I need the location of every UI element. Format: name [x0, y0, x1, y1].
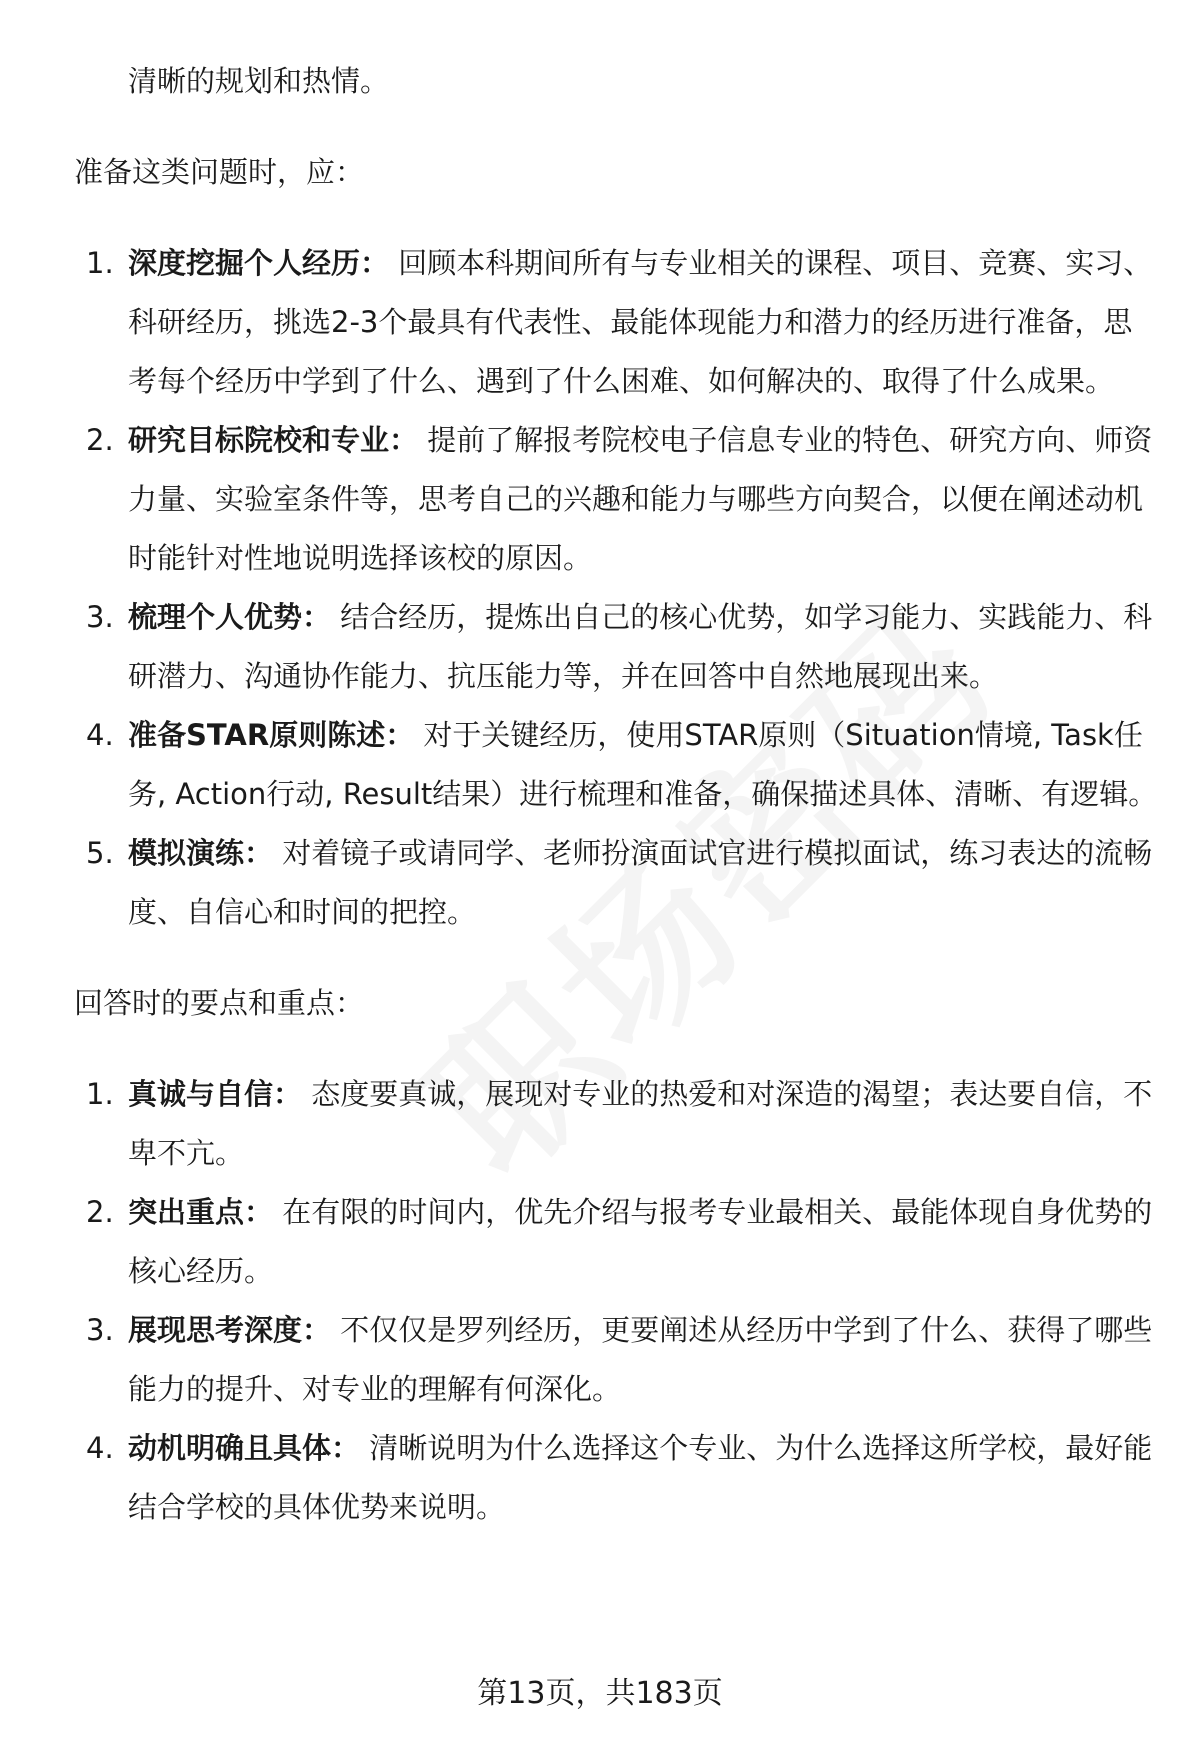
- list-item: [74, 824, 1160, 942]
- item-lead: 深度挖掘个人经历：: [128, 246, 390, 280]
- prep-list: [74, 234, 1160, 942]
- list-number: 3.: [86, 600, 114, 634]
- answer-list: [74, 1065, 1160, 1537]
- list-number: 2.: [86, 1195, 114, 1229]
- item-lead: 准备STAR原则陈述：: [128, 718, 415, 752]
- item-text: 态度要真诚，展现对专业的热爱和对深造的渴望；表达要自信，不卑不亢。: [128, 1077, 1153, 1170]
- item-lead: 动机明确且具体：: [128, 1431, 361, 1465]
- item-text: 对于关键经历，使用STAR原则（Situation情境, Task任务, Action行动, Result结果）进行梳理和准备，确保描述具体、清晰、有逻辑。: [128, 718, 1158, 811]
- list-number: 5.: [86, 836, 114, 870]
- page-content: [74, 52, 1160, 1569]
- list-item: [74, 411, 1160, 588]
- list-number: 1.: [86, 1077, 114, 1111]
- list-item: [74, 1065, 1160, 1183]
- prep-intro: 准备这类问题时，应：: [74, 155, 365, 189]
- continuation-text: 清晰的规划和热情。: [128, 64, 390, 98]
- list-item: [74, 706, 1160, 824]
- list-item: [74, 1419, 1160, 1537]
- item-text: 对着镜子或请同学、老师扮演面试官进行模拟面试，练习表达的流畅度、自信心和时间的把控。: [128, 836, 1153, 929]
- item-lead: 突出重点：: [128, 1195, 274, 1229]
- list-number: 2.: [86, 423, 114, 457]
- item-text: 清晰说明为什么选择这个专业、为什么选择这所学校，最好能结合学校的具体优势来说明。: [128, 1431, 1153, 1524]
- list-item: [74, 234, 1160, 411]
- list-number: 3.: [86, 1313, 114, 1347]
- item-text: 结合经历，提炼出自己的核心优势，如学习能力、实践能力、科研潜力、沟通协作能力、抗压能力等，并在回答中自然地展现出来。: [128, 600, 1153, 693]
- item-lead: 研究目标院校和专业：: [128, 423, 419, 457]
- item-text: 回顾本科期间所有与专业相关的课程、项目、竞赛、实习、科研经历，挑选2-3个最具有代表性、最能体现能力和潜力的经历进行准备，思考每个经历中学到了什么、遇到了什么困难、如何解决的、取得了什么成果。: [128, 246, 1153, 398]
- item-lead: 真诚与自信：: [128, 1077, 303, 1111]
- item-lead: 展现思考深度：: [128, 1313, 332, 1347]
- item-text: 提前了解报考院校电子信息专业的特色、研究方向、师资力量、实验室条件等，思考自己的兴趣和能力与哪些方向契合，以便在阐述动机时能针对性地说明选择该校的原因。: [128, 423, 1153, 575]
- item-text: 在有限的时间内，优先介绍与报考专业最相关、最能体现自身优势的核心经历。: [128, 1195, 1153, 1288]
- page-footer: 第13页，共183页: [477, 1676, 723, 1711]
- item-lead: 梳理个人优势：: [128, 600, 332, 634]
- list-item: [74, 1183, 1160, 1301]
- answer-intro: 回答时的要点和重点：: [74, 986, 365, 1020]
- item-lead: 模拟演练：: [128, 836, 274, 870]
- list-item: [74, 1301, 1160, 1419]
- item-text: 不仅仅是罗列经历，更要阐述从经历中学到了什么、获得了哪些能力的提升、对专业的理解有何深化。: [128, 1313, 1153, 1406]
- list-item: [74, 588, 1160, 706]
- list-number: 1.: [86, 246, 114, 280]
- list-number: 4.: [86, 718, 114, 752]
- list-number: 4.: [86, 1431, 114, 1465]
